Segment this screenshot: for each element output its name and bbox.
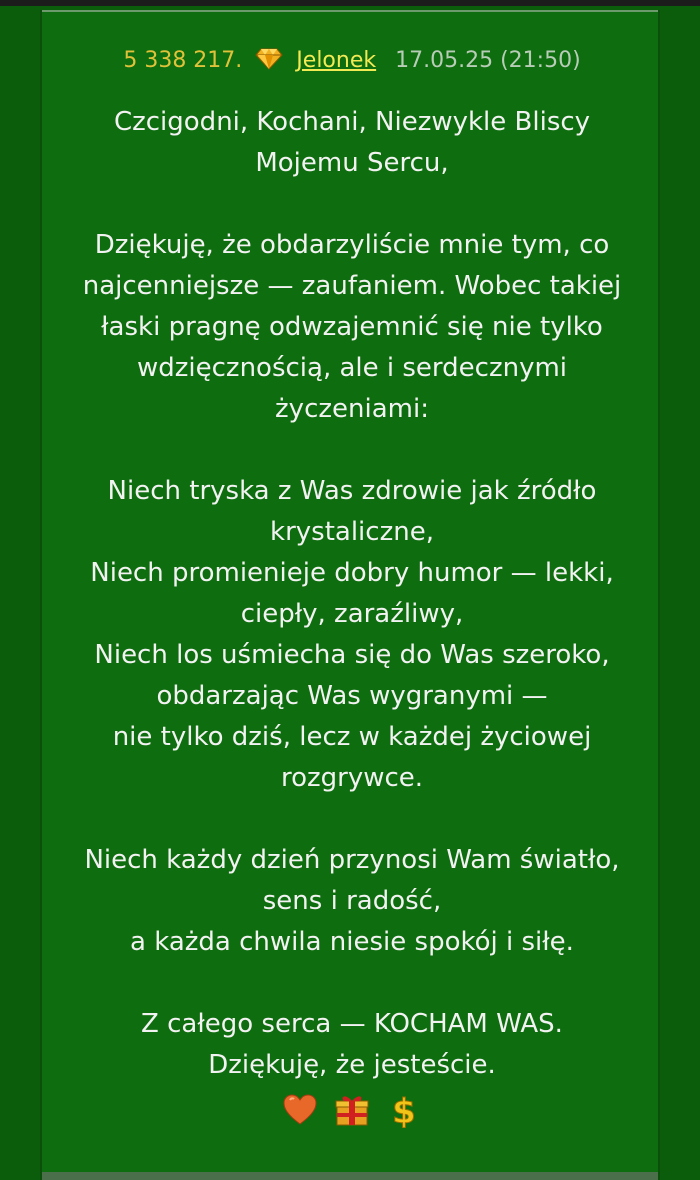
- panel-divider: [42, 10, 658, 12]
- body-line: rozgrywce.: [280, 763, 424, 793]
- body-line: Niech tryska z Was zdrowie jak źródło: [107, 476, 597, 506]
- body-line: sens i radość,: [262, 886, 442, 916]
- post-number[interactable]: 5 338 217.: [123, 48, 243, 73]
- body-line: nie tylko dziś, lecz w każdej życiowej: [112, 722, 592, 752]
- body-line: najcenniejsze — zaufaniem. Wobec takiej: [82, 271, 622, 301]
- body-line: a każda chwila niesie spokój i siłę.: [130, 927, 574, 957]
- heart-icon: [282, 1092, 318, 1128]
- body-line: Niech każdy dzień przynosi Wam światło,: [84, 845, 620, 875]
- dollar-icon: [386, 1092, 422, 1128]
- svg-text:$: $: [392, 1092, 417, 1128]
- body-line: łaski pragnę odwzajemnić się nie tylko: [101, 312, 603, 342]
- body-line: Mojemu Sercu,: [255, 148, 449, 178]
- body-line: ciepły, zaraźliwy,: [240, 599, 464, 629]
- body-line: Z całego serca — KOCHAM WAS.: [141, 1009, 563, 1039]
- paragraph-gap: [42, 430, 662, 471]
- author-link[interactable]: Jelonek: [296, 48, 377, 73]
- body-line: Dziękuję, że jesteście.: [208, 1050, 496, 1080]
- emoji-row: [42, 1092, 662, 1132]
- body-line: krystaliczne,: [270, 517, 434, 547]
- gem-icon: [255, 48, 283, 70]
- body-line: Niech promienieje dobry humor — lekki,: [90, 558, 614, 588]
- body-line: wdzięcznością, ale i serdecznymi: [136, 353, 568, 383]
- gift-icon: [334, 1092, 370, 1128]
- post-header: [42, 46, 662, 76]
- body-line: życzeniami:: [275, 394, 429, 424]
- paragraph-gap: [42, 799, 662, 840]
- body-line: Czcigodni, Kochani, Niezwykle Bliscy: [113, 107, 591, 137]
- post-panel: [40, 10, 660, 1180]
- body-line: obdarzając Was wygranymi —: [156, 681, 548, 711]
- body-line: Dziękuję, że obdarzyliście mnie tym, co: [94, 230, 610, 260]
- body-line: Niech los uśmiecha się do Was szeroko,: [94, 640, 610, 670]
- paragraph-gap: [42, 963, 662, 1004]
- paragraph-gap: [42, 184, 662, 225]
- top-strip: [0, 0, 700, 6]
- post-date: 17.05.25 (21:50): [395, 48, 581, 73]
- post-body: [42, 102, 662, 1132]
- panel-footer-divider: [42, 1172, 658, 1180]
